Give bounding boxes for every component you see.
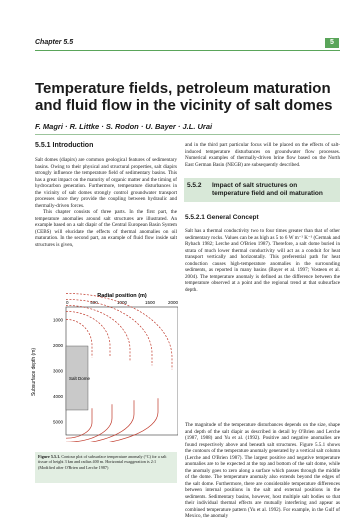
figure-caption [38,454,174,470]
y-tick-label: 2000 [52,342,63,348]
y-axis-label: Subsurface depth (m) [31,347,37,397]
paragraph: The magnitude of the temperature disturbances depends on the size, shape and depth of the salt diapir as described in detail by O'Brien and Lerche (1987, 1988) and Yu et al. (1992). Positive and negative anomalies are found respectively above and beneath salt structures. Figure 5.5.1 shows the contours of the temperature anomaly generated by a vertical salt column (Lerche and O'Brien 1987). The largest positive and negative temperature anomalies are to be expected at the top and bottom of the salt dome, while the anomaly goes to zero along a surface which passes through the middle of the dome. The temperature anomaly also extends beyond the edges of the salt dome. Furthermore, there are considerable temperature differences between internal positions in the salt and external positions in the sediments. Sedimentary basins, however, host multiple salt bodies so that their individual thermal effects are mutually interfering and appear as combined temperature pattern (Yu et al. 1992). For example, in the Gulf of Mexico, the anomaly [185,422,340,519]
figure-caption-label: Figure 5.5.1. [38,454,61,459]
right-column-bottom-text [185,422,340,520]
section-heading-impact: Impact of salt structures on temperature field and oil maturation [212,182,323,197]
paragraph: and in the third part particular focus will be placed on the effects of salt-induced temperature disturbances on groundwater flow processes. Numerical examples of thermally-driven brine flow based on the North East German Basin (NEGB) are subsequently described. [185,142,340,168]
right-column-mid-text [185,228,340,293]
subsection-heading-general-concept: 5.5.2.1 General Concept [185,214,259,221]
left-column-text [35,157,177,248]
x-tick-label: 2000 [167,300,178,305]
paragraph: Salt domes (diapirs) are common geological features of sedimentary basins. Owing to their physical and structural properties, salt diapirs strongly influence the temperature field of sedimentary basins. This has a great impact on the maturity of organic matter and the timing of hydrocarbon generation. Furthermore, temperature disturbances in the vicinity of salt domes strongly control groundwater transport processes since they provide the coupling between hydraulic and thermally-driven forces. [35,157,177,209]
section-heading-introduction [35,142,93,149]
paragraph: This chapter consists of three parts. In the first part, the temperature anomalies around salt structures are illustrated. An example based on a salt diapir of the Central European Basin System (CEBS) will elucidate the effects of thermal anomalies on oil maturation. In the second part, an example of fluid flow inside salt structures is given, [35,209,177,248]
figure-contour-plot [30,290,178,442]
page-number-badge: 5 [325,38,339,48]
paragraph: Salt has a thermal conductivity two to four times greater than that of other sedimentary rocks. Values can be as high as 5 to 6 W m⁻¹ K⁻¹ (Cermak and Rybach 1982; Lerche and O'Brien 1987). Therefore, a salt dome buried in strata of much lower thermal conductivity will act as a conduit for heat transport vertically and horizontally. This preferential path for heat conduction causes high-temperature anomalies in the surrounding sediments, as reported in many basins (Bayer et al. 1997; Vosteen et al. 2004). The temperature anomaly is defined as the difference between the temperature observed at a point and the regional trend at that subsurface depth. [185,228,340,293]
section-number: 5.5.1 [35,142,51,149]
section-title: Introduction [52,142,94,149]
x-axis-label: Radial position (m) [97,293,147,299]
x-tick-label: 0 [66,300,69,305]
x-tick-label: 1500 [144,300,156,305]
y-tick-label: 1000 [52,317,63,323]
x-tick-label: 500 [90,300,98,305]
chapter-label: Chapter 5.5 [35,39,74,46]
header-rule [35,50,340,51]
x-tick-label: 1000 [116,300,128,305]
right-column-top-text [185,142,340,168]
salt-dome-label: Salt Dome [69,376,91,381]
y-tick-label: 4000 [52,394,63,400]
figure-caption-text: Contour plot of subsurface temperature anomaly (°C) for a salt tissue of height 3 km and radius 400 m. Horizontal exaggeration is 2:1 (Modified after O'Brien and Lerche 1987) [38,454,167,470]
title-rule [35,134,340,135]
y-tick-labels [53,317,64,424]
paper-title: Temperature fields, petroleum maturation and fluid flow in the vicinity of salt domes [35,80,333,114]
y-tick-label: 5000 [52,419,63,425]
section-number: 5.5.2 [187,182,202,189]
authors: F. Magri · R. Littke · S. Rodon · U. Bayer · J.L. Urai [35,122,213,131]
y-tick-label: 3000 [52,368,63,374]
x-tick-labels [66,300,178,305]
